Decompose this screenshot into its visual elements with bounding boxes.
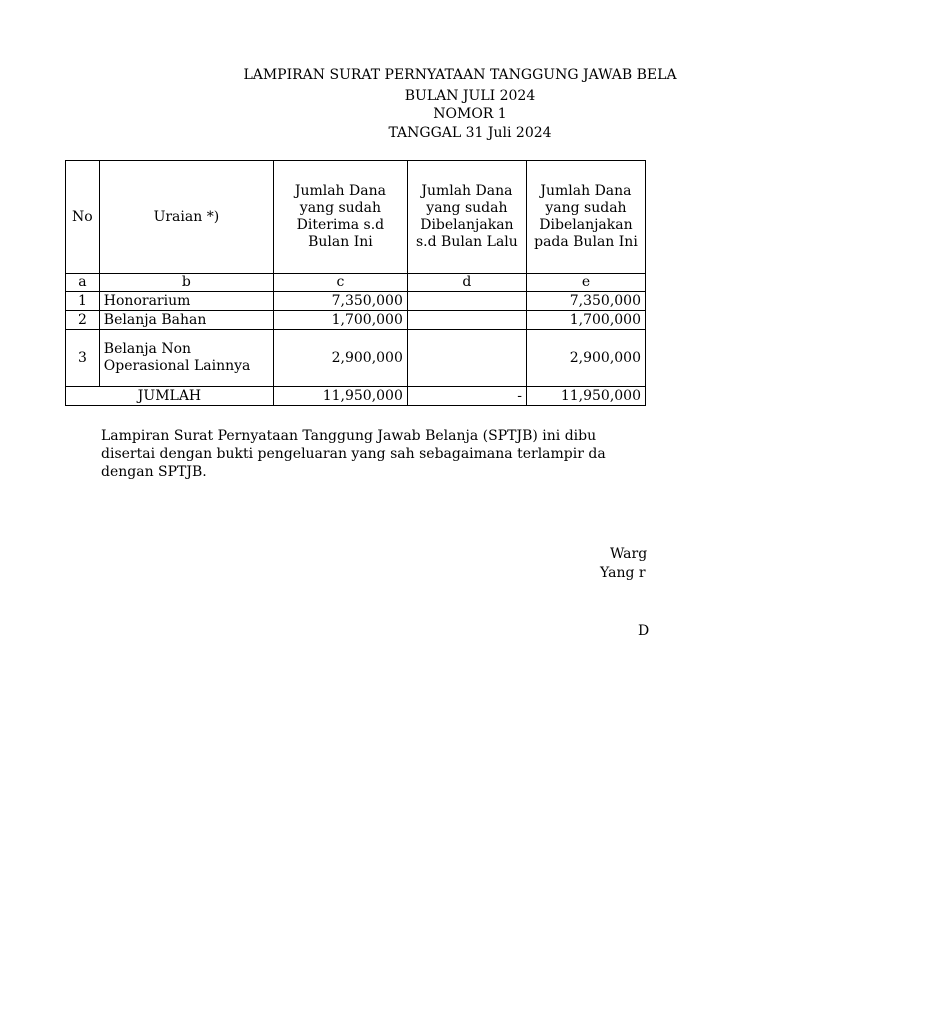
- row-value-c: 7,350,000: [273, 292, 407, 311]
- document-title: LAMPIRAN SURAT PERNYATAAN TANGGUNG JAWAB BELA: [243, 67, 677, 83]
- table-row: [66, 311, 646, 330]
- header-d-line: Dibelanjakan: [420, 217, 514, 233]
- row-uraian: [99, 330, 273, 387]
- header-d: [407, 161, 526, 274]
- row-value-c: 2,900,000: [273, 330, 407, 387]
- header-d-line: Jumlah Dana: [421, 183, 513, 199]
- total-row: [66, 387, 646, 406]
- header-c-line: Diterima s.d: [296, 217, 385, 233]
- letter-c: c: [273, 274, 407, 292]
- row-value-d: [407, 311, 526, 330]
- header-e-line: Dibelanjakan: [539, 217, 633, 233]
- row-value-e: 2,900,000: [526, 330, 645, 387]
- row-uraian-line: Operasional Lainnya: [103, 358, 251, 374]
- document-month: BULAN JULI 2024: [404, 88, 536, 104]
- total-value-d: -: [407, 387, 526, 406]
- letter-b: b: [99, 274, 273, 292]
- signature-place: Warg: [610, 546, 648, 562]
- total-value-e: 11,950,000: [526, 387, 645, 406]
- row-value-d: [407, 330, 526, 387]
- expense-table: [65, 160, 646, 406]
- statement-paragraph: [101, 427, 606, 481]
- signature-name: D: [638, 623, 650, 639]
- header-d-line: s.d Bulan Lalu: [416, 234, 518, 250]
- header-e-line: Jumlah Dana: [540, 183, 632, 199]
- paragraph-line: dengan SPTJB.: [101, 464, 207, 480]
- row-value-c: 1,700,000: [273, 311, 407, 330]
- header-d-line: yang sudah: [426, 200, 508, 216]
- row-uraian-line: Belanja Non: [103, 341, 192, 357]
- row-no: 2: [66, 311, 100, 330]
- row-no: 3: [66, 330, 100, 387]
- document-number: NOMOR 1: [433, 106, 507, 122]
- letter-e: e: [526, 274, 645, 292]
- total-value-c: 11,950,000: [273, 387, 407, 406]
- header-c-line: Jumlah Dana: [294, 183, 386, 199]
- row-no: 1: [66, 292, 100, 311]
- header-c: [273, 161, 407, 274]
- row-value-e: 1,700,000: [526, 311, 645, 330]
- table-header-row: [66, 161, 646, 274]
- header-e-line: pada Bulan Ini: [534, 234, 638, 250]
- header-c-line: yang sudah: [299, 200, 382, 216]
- paragraph-line: disertai dengan bukti pengeluaran yang sah sebagaimana terlampir da: [101, 446, 606, 462]
- row-uraian: Belanja Bahan: [99, 311, 273, 330]
- table-row: [66, 330, 646, 387]
- total-label: JUMLAH: [66, 387, 274, 406]
- header-e: [526, 161, 645, 274]
- letter-a: a: [66, 274, 100, 292]
- letter-d: d: [407, 274, 526, 292]
- paragraph-line: Lampiran Surat Pernyataan Tanggung Jawab Belanja (SPTJB) ini dibu: [101, 428, 597, 444]
- header-c-line: Bulan Ini: [308, 234, 373, 250]
- row-uraian: Honorarium: [99, 292, 273, 311]
- header-e-line: yang sudah: [545, 200, 627, 216]
- row-value-e: 7,350,000: [526, 292, 645, 311]
- header-uraian: Uraian *): [99, 161, 273, 274]
- signature-role: Yang r: [600, 565, 646, 581]
- header-no: No: [66, 161, 100, 274]
- table-row: [66, 292, 646, 311]
- column-letter-row: [66, 274, 646, 292]
- document-date: TANGGAL 31 Juli 2024: [388, 125, 552, 141]
- row-value-d: [407, 292, 526, 311]
